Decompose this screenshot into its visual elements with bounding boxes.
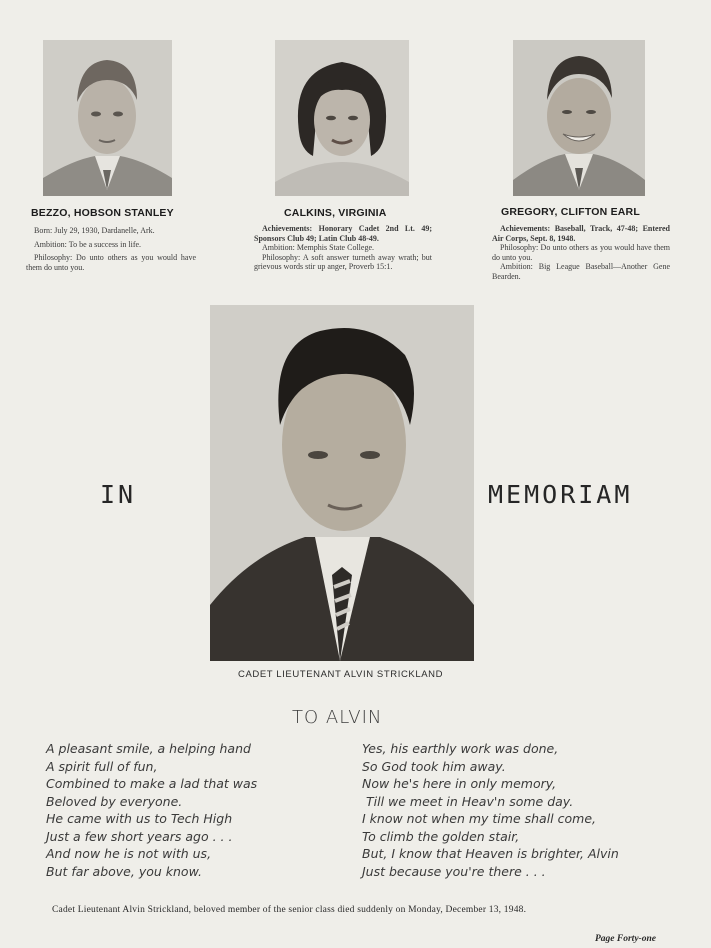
page-number: Page Forty-one xyxy=(595,934,656,944)
poem-line: But far above, you know. xyxy=(46,863,202,879)
memorial-portrait-photo xyxy=(210,305,474,661)
poem-line: Beloved by everyone. xyxy=(46,793,183,809)
student-name-bezzo: BEZZO, HOBSON STANLEY xyxy=(31,207,174,219)
student-bio-gregory xyxy=(492,224,670,281)
poem-line: A pleasant smile, a helping hand xyxy=(46,741,251,756)
poem-left-column xyxy=(46,740,257,880)
poem-line: Now he's here in only memory, xyxy=(362,776,557,791)
portrait-photo-calkins xyxy=(275,40,409,196)
poem-line: To climb the golden stair, xyxy=(362,828,520,844)
poem-right-column xyxy=(362,740,619,880)
bio-line: Philosophy: Do unto others as you would have them do unto you. xyxy=(492,243,670,262)
student-bio-calkins xyxy=(254,224,432,272)
poem-line: But, I know that Heaven is brighter, Alvin xyxy=(362,846,619,861)
bio-line: Ambition: Big League Baseball—Another Gene Bearden. xyxy=(492,262,670,281)
bio-line: Born: July 29, 1930, Dardanelle, Ark. xyxy=(34,226,155,235)
bio-line: Ambition: To be a success in life. xyxy=(34,239,142,249)
student-name-gregory: GREGORY, CLIFTON EARL xyxy=(501,206,640,218)
footer-memorial-note: Cadet Lieutenant Alvin Strickland, beloved member of the senior class died suddenly on Monday, December 13, 1948. xyxy=(52,905,527,915)
in-memoriam-right-word: MEMORIAM xyxy=(488,480,633,509)
poem-title: TO ALVIN xyxy=(292,707,383,728)
poem-line: Combined to make a lad that was xyxy=(46,776,258,791)
portrait-photo-gregory xyxy=(513,40,645,196)
bio-line: Ambition: Memphis State College. xyxy=(262,243,374,252)
memorial-caption: CADET LIEUTENANT ALVIN STRICKLAND xyxy=(238,669,444,680)
student-bio-bezzo xyxy=(26,226,196,272)
bio-line: Achievements: Honorary Cadet 2nd Lt. 49; Sponsors Club 49; Latin Club 48-49. xyxy=(254,224,432,243)
poem-line: He came with us to Tech High xyxy=(46,811,233,826)
in-memoriam-left-word: IN xyxy=(100,480,137,509)
poem-line: Just because you're there . . . xyxy=(362,863,546,879)
bio-line: Philosophy: A soft answer turneth away wrath; but grievous words stir up anger, Proverb 15:1. xyxy=(254,252,432,271)
poem-line: And now he is not with us, xyxy=(46,846,212,861)
portrait-photo-bezzo xyxy=(43,40,172,196)
poem-line: Yes, his earthly work was done, xyxy=(362,741,559,756)
poem-line: Just a few short years ago . . . xyxy=(46,828,233,844)
bio-line: Achievements: Baseball, Track, 47-48; Entered Air Corps, Sept. 8, 1948. xyxy=(492,224,670,243)
poem-line: So God took him away. xyxy=(362,758,506,774)
poem-line: A spirit full of fun, xyxy=(46,758,158,774)
student-name-calkins: CALKINS, VIRGINIA xyxy=(284,207,387,219)
bio-line: Philosophy: Do unto others as you would have them do unto you. xyxy=(26,253,196,272)
poem-line: Till we meet in Heav'n some day. xyxy=(366,793,574,809)
poem-line: I know not when my time shall come, xyxy=(362,811,596,826)
